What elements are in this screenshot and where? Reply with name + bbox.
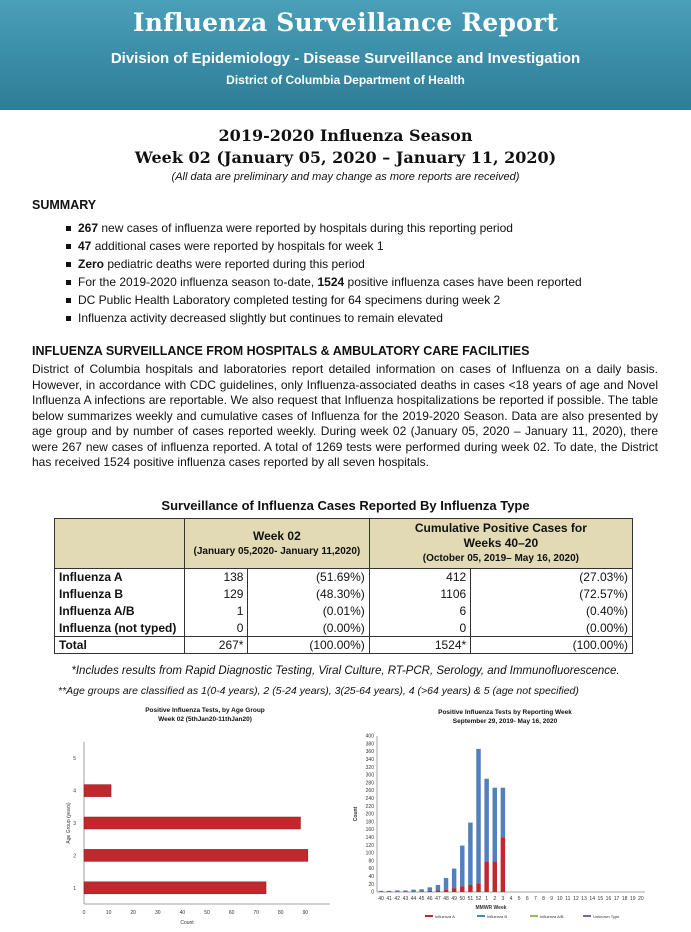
week-bar-segment — [484, 779, 488, 862]
week-bar-segment — [419, 891, 423, 892]
y-tick-label: 380 — [365, 741, 374, 748]
table-cell-cum-pct: (0.00%) — [471, 620, 633, 637]
table-cell-cum: 6 — [369, 603, 470, 620]
x-tick-label: 20 — [130, 910, 136, 916]
x-tick-label: 7 — [533, 896, 537, 902]
table-cell-cum: 1524* — [369, 637, 470, 654]
table-cell-week-pct: (51.69%) — [248, 569, 369, 586]
x-tick-label: 51 — [467, 896, 474, 902]
y-tick-label: 240 — [365, 796, 374, 802]
report-title: Influenza Surveillance Report — [132, 8, 559, 37]
table-cell-week: 1 — [185, 603, 248, 620]
table-cell-label: Influenza A — [55, 569, 185, 586]
y-tick-label: 5 — [73, 756, 76, 763]
week-bar-segment — [476, 883, 480, 892]
cumulative-header-label: Cumulative Positive Cases for Weeks 40–20 — [414, 521, 587, 550]
table-footnote-age-groups: **Age groups are classified as 1(0-4 years), 2 (5-24 years), 3(25-64 years), 4 (>64 years) & 5 (age not specified) — [58, 685, 579, 697]
age-group-chart — [40, 730, 340, 930]
y-axis-title: Age Group (years) — [66, 802, 72, 844]
x-tick-label: 4 — [509, 896, 513, 902]
cumulative-column-header — [369, 519, 632, 569]
summary-item-text: additional cases were reported by hospitals for week 1 — [91, 239, 384, 253]
week-bar-segment — [452, 869, 456, 889]
x-tick-label: 5 — [517, 896, 521, 902]
table-cell-cum: 412 — [369, 569, 470, 586]
y-tick-label: 0 — [371, 889, 374, 896]
season-heading: 2019-2020 Influenza Season — [218, 126, 473, 145]
table-cell-week: 138 — [185, 569, 248, 586]
x-tick-label: 11 — [565, 896, 571, 902]
x-tick-label: 48 — [443, 896, 449, 902]
y-tick-label: 120 — [365, 842, 374, 849]
table-title: Surveillance of Influenza Cases Reported By Influenza Type — [161, 498, 530, 513]
y-tick-label: 100 — [365, 850, 374, 857]
week-bar-segment — [484, 862, 488, 892]
y-tick-label: 200 — [365, 811, 374, 818]
x-axis-title: Count — [180, 920, 194, 926]
table-cell-label: Total — [55, 637, 185, 654]
table-cell-week-pct: (48.30%) — [248, 586, 369, 603]
week-bar-segment — [460, 887, 464, 892]
y-tick-label: 140 — [365, 835, 374, 841]
week-bar-segment — [501, 788, 505, 838]
y-tick-label: 60 — [368, 866, 374, 873]
summary-list — [66, 219, 582, 327]
table-row — [55, 637, 633, 654]
x-tick-label: 52 — [475, 896, 482, 902]
x-tick-label: 10 — [105, 910, 112, 916]
week-bar-segment — [468, 823, 472, 885]
x-tick-label: 1 — [485, 896, 489, 902]
x-tick-label: 17 — [613, 896, 620, 902]
table-cell-cum-pct: (27.03%) — [471, 569, 633, 586]
week-bar-segment — [411, 890, 415, 892]
y-tick-label: 40 — [368, 874, 374, 880]
week-bar-segment — [387, 891, 391, 892]
x-tick-label: 45 — [418, 896, 425, 902]
summary-item — [66, 219, 582, 237]
week-bar-segment — [493, 788, 497, 862]
y-tick-label: 2 — [73, 853, 76, 860]
table-row — [55, 603, 633, 620]
table-cell-cum-pct: (0.40%) — [471, 603, 633, 620]
x-tick-label: 47 — [435, 896, 441, 902]
influenza-type-table — [54, 518, 633, 654]
table-cell-cum-pct: (72.57%) — [471, 586, 633, 603]
summary-item — [66, 237, 582, 255]
week-bar-segment — [468, 885, 472, 892]
age-chart-subtitle: Week 02 (5thJan20-11thJan20) — [158, 716, 252, 723]
x-tick-label: 9 — [550, 896, 553, 902]
hospitals-paragraph: District of Columbia hospitals and laboratories report detailed information on cases of Influenza on a daily basis. However, in accordance with CDC guidelines, only Influenza-associated deaths in cases <18 years of age and Novel Influenza A infections are reportable. We also request that Influenza hospitalizations be reported if possible. The table below summarizes weekly and cumulative cases of Influenza for the 2019-2020 Season. Data are also presented by age group and by number of cases reported weekly. During week 02 (January 05, 2020 – January 11, 2020), there were 267 new cases of influenza reported. A total of 1269 tests were performed during week 02. To date, the District has received 1524 positive influenza cases reported by all seven hospitals. — [32, 362, 658, 469]
y-tick-label: 220 — [365, 803, 374, 810]
table-cell-label: Influenza A/B — [55, 603, 185, 620]
y-tick-label: 260 — [365, 788, 374, 795]
y-tick-label: 3 — [73, 821, 76, 827]
week-chart-subtitle: September 29, 2019- May 16, 2020 — [452, 718, 558, 725]
summary-item — [66, 273, 582, 291]
summary-item — [66, 255, 582, 273]
y-tick-label: 320 — [365, 764, 374, 771]
report-banner — [0, 0, 691, 110]
age-chart-title-block — [95, 706, 315, 724]
x-tick-label: 3 — [501, 896, 505, 902]
reporting-week-chart — [345, 730, 661, 930]
y-tick-label: 280 — [365, 780, 374, 787]
age-chart-title: Positive Influenza Tests, by Age Group — [145, 707, 265, 714]
y-tick-label: 340 — [365, 757, 374, 763]
week-bar-segment — [428, 891, 432, 892]
summary-item-figure: 47 — [78, 239, 92, 253]
week-header-label: Week 02 — [252, 528, 301, 543]
x-tick-label: 10 — [556, 896, 563, 902]
x-tick-label: 2 — [493, 896, 497, 902]
table-cell-week-pct: (0.00%) — [248, 620, 369, 637]
x-tick-label: 18 — [621, 896, 628, 902]
x-tick-label: 60 — [228, 910, 235, 916]
summary-item-text: For the 2019-2020 influenza season to-date, — [78, 275, 318, 289]
x-tick-label: 13 — [581, 896, 587, 902]
y-axis-title: Count — [353, 806, 359, 822]
age-bar — [84, 882, 266, 894]
week-header-dates: (January 05,2020- January 11,2020) — [193, 545, 361, 557]
week-bar-segment — [419, 889, 423, 891]
summary-item-figure: 267 — [78, 221, 99, 235]
x-tick-label: 12 — [573, 896, 579, 902]
y-tick-label: 1 — [73, 885, 76, 892]
legend-label: Influenza A — [435, 914, 455, 919]
summary-item-figure: Zero — [78, 257, 105, 271]
table-cell-week: 129 — [185, 586, 248, 603]
x-tick-label: 6 — [525, 896, 529, 902]
x-tick-label: 20 — [638, 896, 644, 902]
table-cell-label: Influenza (not typed) — [55, 620, 185, 637]
week-bar-segment — [444, 890, 448, 892]
table-cell-week-pct: (100.00%) — [248, 637, 369, 654]
week-bar-segment — [501, 837, 505, 892]
department-name: District of Columbia Department of Health — [226, 73, 465, 87]
table-cell-label: Influenza B — [55, 586, 185, 603]
y-tick-label: 80 — [368, 858, 374, 865]
x-tick-label: 42 — [394, 896, 401, 902]
cumulative-header-dates: (October 05, 2019– May 16, 2020) — [422, 553, 579, 564]
table-cell-week-pct: (0.01%) — [248, 603, 369, 620]
summary-item — [66, 309, 582, 327]
table-corner — [55, 519, 185, 569]
x-tick-label: 50 — [204, 910, 210, 916]
table-cell-week: 0 — [185, 620, 248, 637]
x-tick-label: 14 — [589, 896, 595, 902]
table-row — [55, 586, 633, 603]
table-footnote-methods: *Includes results from Rapid Diagnostic Testing, Viral Culture, RT-PCR, Serology, and Immunofluorescence. — [71, 665, 620, 677]
week-bar-segment — [411, 891, 415, 892]
week-bar-segment — [395, 890, 399, 891]
table-cell-cum: 0 — [369, 620, 470, 637]
age-bar — [84, 817, 300, 829]
week-heading: Week 02 (January 05, 2020 – January 11, 2020) — [134, 148, 557, 167]
x-tick-label: 50 — [459, 896, 466, 902]
x-tick-label: 43 — [402, 896, 409, 902]
table-row — [55, 620, 633, 637]
week-column-header — [185, 519, 370, 569]
age-bar — [84, 785, 111, 797]
table-cell-cum-pct: (100.00%) — [471, 637, 633, 654]
preliminary-note: (All data are preliminary and may change as more reports are received) — [171, 171, 520, 183]
summary-item-text: pediatric deaths were reported during this period — [104, 257, 365, 271]
week-bar-segment — [403, 890, 407, 891]
x-axis-title: MMWR Week — [475, 905, 507, 911]
week-bar-segment — [436, 890, 440, 892]
table-cell-cum: 1106 — [369, 586, 470, 603]
table-cell-week: 267* — [185, 637, 248, 654]
legend-label: Unknown Type — [593, 914, 620, 919]
week-bar-segment — [428, 887, 432, 891]
x-tick-label: 15 — [597, 896, 604, 902]
summary-item-text: positive influenza cases have been reported — [344, 275, 582, 289]
summary-item-text: new cases of influenza were reported by hospitals during this reporting period — [98, 221, 513, 235]
x-tick-label: 70 — [253, 910, 259, 916]
y-tick-label: 300 — [365, 772, 374, 779]
y-tick-label: 20 — [368, 881, 374, 888]
legend-label: Influenza B — [487, 914, 508, 919]
week-bar-segment — [436, 885, 440, 890]
summary-item-figure: 1524 — [317, 275, 345, 289]
week-bar-segment — [379, 891, 383, 892]
hospitals-heading: INFLUENZA SURVEILLANCE FROM HOSPITALS & AMBULATORY CARE FACILITIES — [32, 344, 530, 358]
summary-item-text: DC Public Health Laboratory completed testing for 64 specimens during week 2 — [78, 293, 501, 307]
week-bar-segment — [493, 862, 497, 892]
division-name: Division of Epidemiology - Disease Surveillance and Investigation — [110, 50, 581, 67]
x-tick-label: 16 — [605, 896, 612, 902]
x-tick-label: 80 — [278, 910, 284, 916]
y-tick-label: 360 — [365, 749, 374, 756]
week-chart-title: Positive Influenza Tests by Reporting Week — [438, 709, 572, 716]
x-tick-label: 19 — [630, 896, 636, 902]
x-tick-label: 49 — [451, 896, 457, 902]
week-bar-segment — [460, 846, 464, 887]
week-bar-segment — [476, 749, 480, 884]
x-tick-label: 8 — [542, 896, 545, 902]
week-chart-title-block — [395, 708, 615, 726]
y-tick-label: 400 — [365, 733, 374, 740]
summary-heading: SUMMARY — [32, 198, 97, 212]
x-tick-label: 0 — [82, 910, 86, 916]
x-tick-label: 90 — [302, 910, 309, 916]
x-tick-label: 40 — [378, 896, 384, 902]
x-tick-label: 30 — [155, 910, 161, 916]
legend-label: Influenza A/B — [540, 914, 564, 919]
x-tick-label: 40 — [179, 910, 186, 916]
summary-item-text: Influenza activity decreased slightly but continues to remain elevated — [78, 311, 443, 325]
week-bar-segment — [452, 888, 456, 892]
y-tick-label: 160 — [365, 827, 374, 834]
y-tick-label: 4 — [73, 788, 76, 795]
age-bar — [84, 849, 308, 861]
summary-item — [66, 291, 582, 309]
x-tick-label: 44 — [410, 896, 417, 902]
y-tick-label: 180 — [365, 819, 374, 826]
table-row — [55, 569, 633, 586]
week-bar-segment — [444, 878, 448, 890]
x-tick-label: 41 — [386, 896, 392, 902]
x-tick-label: 46 — [427, 896, 433, 902]
